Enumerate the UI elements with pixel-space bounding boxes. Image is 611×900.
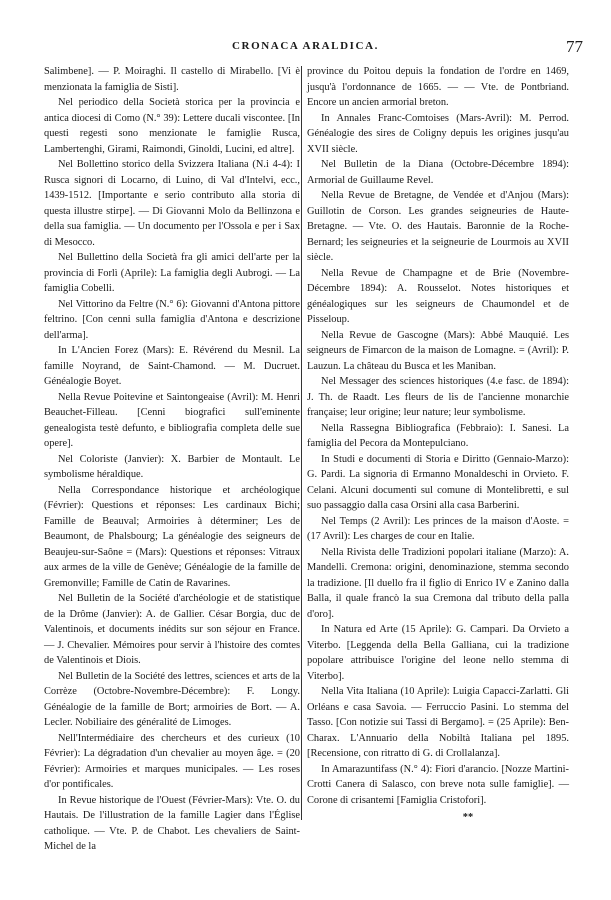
running-title: CRONACA ARALDICA.	[232, 40, 379, 52]
paragraph: Nell'Intermédiaire des chercheurs et des curieux (10 Février): La dégradation d'un chevalier au moyen âge. = (20 Février): Armoiries et marques municipales. — Les roses d'or pontificales.	[44, 732, 300, 790]
paragraph: Nel Coloriste (Janvier): X. Barbier de Montault. Le symbolisme héraldique.	[44, 453, 300, 480]
paragraph: Nel Temps (2 Avril): Les princes de la maison d'Aoste. = (17 Avril): Les charges de cour en Italie.	[307, 515, 569, 542]
paragraph: Nel Vittorino da Feltre (N.° 6): Giovanni d'Antona pittore feltrino. [Con cenni sulla famiglia d'Antona e descrizione dell'arma].	[44, 298, 300, 341]
column-divider	[301, 66, 302, 820]
paragraph: In Annales Franc-Comtoises (Mars-Avril): M. Perrod. Généalogie des sires de Coligny depuis les origines jusqu'au XVII siècle.	[307, 112, 569, 155]
paragraph: Nel Bulletin de la Diana (Octobre-Décembre 1894): Armorial de Guillaume Revel.	[307, 159, 569, 186]
paragraph: Nella Vita Italiana (10 Aprile): Luigia Capacci-Zarlatti. Gli Orléans e casa Savoia. — Ferruccio Pasini. Lo stemma del Tasso. [Con notizie sui Tassi di Bergamo]. = (25 Aprile): Ben-Charax. L'Annuario della Nobiltà Italiana pel 1895. [Recensione, con ritratto di G. di Crollalanza].	[307, 686, 569, 759]
left-column	[44, 64, 300, 855]
paragraph: Nel Messager des sciences historiques (4.e fasc. de 1894): J. Th. de Raadt. Les fleurs de lis de l'ancienne monarchie française; leur origine; leur nature; leur symbolisme.	[307, 376, 569, 418]
paragraph: Salimbene]. — P. Moiraghi. Il castello di Mirabello. [Vi è menzionata la famiglia de Sisti].	[44, 66, 300, 93]
paragraph: In Amarazuntifass (N.° 4): Fiori d'arancio. [Nozze Martini-Crotti Canera di Salasco, con breve nota sulle famiglie]. — Corone di crisantemi [Famiglia Cristofori].	[307, 763, 569, 806]
paragraph: In Revue historique de l'Ouest (Février-Mars): Vte. O. du Hautais. De l'illustration de la famille Lagier dans l'Église catholique. — Vte. P. de Chabot. Les chevaliers de Saint-Michel de la	[44, 794, 300, 852]
paragraph: Nel periodico della Società storica per la provincia e antica diocesi di Como (N.° 39): Lettere ducali viscontee. [In questi regesti sono menzionate le famiglie Rusca, Lambertenghi, Girami, Raimondi, Ginoldi, Lucini, ed altre].	[44, 97, 300, 155]
page-number: 77	[566, 37, 583, 56]
paragraph: Nella Revue Poitevine et Saintongeaise (Avril): M. Henri Beauchet-Filleau. [Cenni biografici sull'eminente genealogista testè defunto, e bibliografia completa delle sue opere].	[44, 391, 300, 449]
paragraph: Nel Bulletin de la Société des lettres, sciences et arts de la Corrèze (Octobre-Novembre-Décembre): F. Longy. Généalogie de la famille de Bort; armoiries de Bort. — A. Lecler. Nobiliaire des généralité de Limoges.	[44, 670, 300, 728]
paragraph: In Natura ed Arte (15 Aprile): G. Campari. Da Orvieto a Viterbo. [Leggenda della Bella Galliana, cui la tradizione popolare attribuisce l'origine del leone nello stemma di Viterbo].	[307, 624, 569, 682]
paragraph: province du Poitou depuis la fondation de l'ordre en 1469, jusqu'à l'ordonnance de 1665. — — Vte. de Pontbriand. Encore un ancien armorial breton.	[307, 66, 569, 108]
paragraph: In Studi e documenti di Storia e Diritto (Gennaio-Marzo): G. Pardi. La signoria di Ermanno Monaldeschi in Orvieto. F. Celani. Alcuni documenti sul comune di Montelibretti, e sul suo passaggio dalla casa Orsini alla casa Barberini.	[307, 453, 569, 511]
paragraph: Nel Bullettino della Società fra gli amici dell'arte per la provincia di Forlì (Aprile): La famiglia degli Aubrogi. — La famiglia Cobelli.	[44, 252, 300, 294]
end-mark: **	[462, 812, 474, 823]
page-header	[0, 37, 611, 60]
paragraph: Nella Revue de Champagne et de Brie (Novembre-Décembre 1894): A. Rousselot. Notes historiques et généalogiques sur les seigneurs de Chaumondel et de Pisseloup.	[307, 267, 569, 325]
paragraph: Nella Revue de Gascogne (Mars): Abbé Mauquié. Les seigneurs de Fimarcon de la maison de Lomagne. = (Avril): P. Lauzun. La château du Busca et les Maniban.	[307, 329, 569, 372]
paragraph: Nella Revue de Bretagne, de Vendée et d'Anjou (Mars): Guillotin de Corson. Les grandes seigneuries de Haute-Bretagne. — Vte. O. des Hautais. Baronnie de la Roche-Bernard; les seigneuries et la seigneurie de Lourmois au XVII siècle.	[307, 190, 569, 263]
paragraph: Nel Bollettino storico della Svizzera Italiana (N.i 4-4): I Rusca signori di Locarno, di Luino, di Val d'Intelvi, ecc., 1439-1512. [Importante e serio contributo alla storia di questa illustre stirpe]. — Di Giovanni Molo da Bellinzona e della sua famiglia. — Un documento per l'Ossola e per i Sax di Mesocco.	[44, 159, 300, 248]
paragraph: Nella Rivista delle Tradizioni popolari italiane (Marzo): A. Mandelli. Cremona: origini, denominazione, stemma secondo la tradizione. [Il duello fra il figlio di Enrico IV e Zanino dalla Balla, il quale francò la sua Cremona dal tributo della palla d'oro].	[307, 546, 569, 620]
right-column	[307, 64, 569, 836]
paragraph: Nella Rassegna Bibliografica (Febbraio): I. Sanesi. La famiglia del Pecora da Montepulciano.	[307, 422, 569, 449]
paragraph: Nel Bulletin de la Société d'archéologie et de statistique de la Drôme (Janvier): A. de Gallier. César Borgia, duc de Valentinois, et documents inédits sur son séjour en France. — J. Chevalier. Mémoires pour servir à l'histoire des comtes de Valentinois et Diois.	[44, 593, 300, 666]
paragraph: Nella Correspondance historique et archéologique (Février): Questions et réponses: Les cardinaux Bichi; Famille de Beauval; Armoiries à déterminer; Les de Beaumont, de Phalsbourg; La généalogie des seigneurs de Beaujeu-sur-Saône = (Mars): Questions et réponses: Vitraux aux armes de la ville de Genève; Généalogie de la famille de Gremonville; Famille de Catin de Ravarines.	[44, 484, 300, 589]
paragraph: In L'Ancien Forez (Mars): E. Révérend du Mesnil. La famille Noyrand, de Saint-Chamond. — M. Ducruet. Généalogie Boyet.	[44, 345, 300, 387]
